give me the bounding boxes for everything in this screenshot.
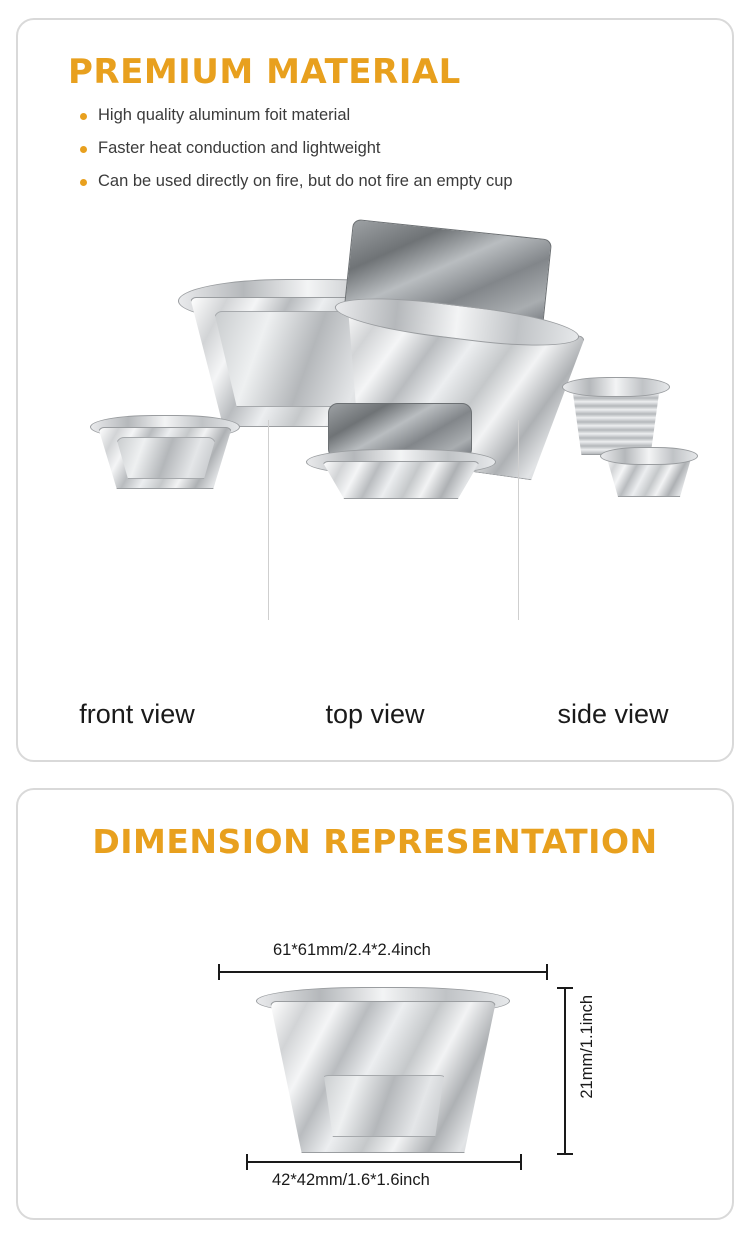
- product-views-row: [18, 415, 732, 545]
- view-label-top: top view: [325, 699, 425, 729]
- view-label-row: [18, 699, 732, 730]
- view-divider-1: [268, 420, 269, 620]
- dimension-arrow-top: [218, 971, 548, 973]
- foil-tray-stack-icon: [546, 385, 716, 505]
- list-item: High quality aluminum foit material: [80, 106, 732, 125]
- premium-material-bullet-list: [80, 106, 732, 191]
- dimension-arrow-right: [564, 987, 566, 1155]
- view-label-side: side view: [557, 699, 669, 729]
- list-item: Can be used directly on fire, but do not fire an empty cup: [80, 172, 732, 191]
- foil-tray-dimension-icon: [256, 987, 510, 1157]
- dimension-card: [16, 788, 734, 1220]
- view-label-front: front view: [79, 699, 195, 729]
- dimension-label-top: 61*61mm/2.4*2.4inch: [273, 941, 431, 959]
- foil-tray-front-icon: [90, 415, 240, 505]
- dimension-label-bottom: 42*42mm/1.6*1.6inch: [272, 1171, 430, 1189]
- list-item: Faster heat conduction and lightweight: [80, 139, 732, 158]
- foil-tray-top-icon: [306, 403, 496, 513]
- dimension-label-right: 21mm/1.1inch: [578, 995, 596, 1099]
- view-divider-2: [518, 420, 519, 620]
- dimension-diagram: [18, 875, 732, 1189]
- dimension-title: DIMENSION REPRESENTATION: [92, 822, 658, 861]
- premium-material-title: PREMIUM MATERIAL: [68, 52, 461, 92]
- premium-material-card: [16, 18, 734, 762]
- dimension-arrow-bottom: [246, 1161, 522, 1163]
